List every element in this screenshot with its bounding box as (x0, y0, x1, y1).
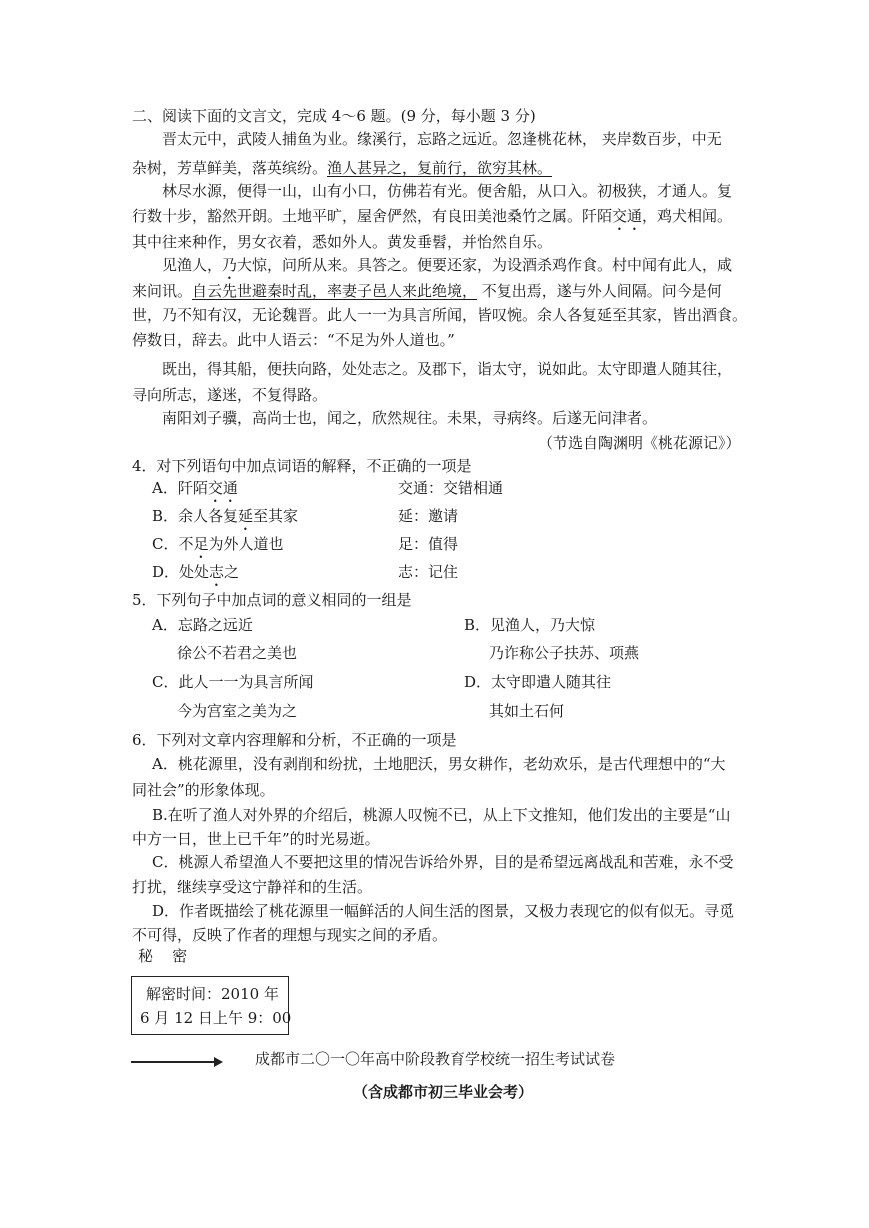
question-4-stem: 4．对下列语句中加点词语的解释，不正确的一项是 (132, 457, 472, 475)
dotted-word: 交通 (207, 479, 238, 497)
passage-line: 停数日，辞去。此中人语云：“不足为外人道也。” (132, 331, 455, 349)
q5-option-c-line1: C．此人一一为具言所闻 (152, 673, 314, 691)
q6-option-d-line1: D．作者既描绘了桃花源里一幅鲜活的人间生活的图景，又极力表现它的似有似无。寻觅 (152, 902, 735, 920)
q4-option-a (152, 478, 238, 506)
passage-line (132, 281, 722, 301)
dotted-word: 延 (238, 507, 254, 525)
passage-line: 晋太元中，武陵人捕鱼为业。缘溪行，忘路之远近。忽逢桃花林， 夹岸数百步，中无 (162, 130, 722, 148)
arrow-head-icon (214, 1057, 223, 1067)
q4-option-d-explain: 志：记住 (398, 563, 459, 581)
dotted-word: 志 (209, 563, 225, 581)
q5-option-d-line2: 其如土石何 (489, 702, 565, 720)
underlined-sentence: 渔人甚异之，复前行，欲穷其林。 (327, 159, 553, 177)
q5-option-a-line2: 徐公不若君之美也 (177, 644, 298, 662)
underlined-sentence: 自云先世避秦时乱，率妻子邑人来此绝境， (192, 282, 478, 300)
passage-text: 不复出焉，遂与外人间隔。问今是何 (477, 282, 722, 300)
option-text: C．不 (152, 535, 194, 553)
q5-option-d-line1: D．太守即遣人随其往 (464, 673, 612, 691)
exam-subtitle: （含成都市初三毕业会考） (353, 1083, 534, 1101)
dotted-word: 足 (193, 535, 209, 553)
q6-option-b-line2: 中方一日，世上已千年”的时光易逝。 (132, 830, 380, 848)
passage-line: 林尽水源，便得一山，山有小口，仿佛若有光。便舍船，从口入。初极狭，才通人。复 (162, 182, 733, 200)
section-heading: 二、阅读下面的文言文，完成 4～6 题。(9 分，每小题 3 分) (132, 107, 536, 125)
q4-option-c (152, 534, 284, 562)
q4-option-d (152, 562, 239, 590)
question-5-stem: 5．下列句子中加点词的意义相同的一组是 (132, 591, 412, 609)
declassify-time-line1: 解密时间：2010 年 (146, 985, 279, 1003)
passage-line: 世，乃不知有汉，无论魏晋。此人一一为具言所闻，皆叹惋。余人各复延至其家，皆出酒食。 (132, 306, 748, 324)
exam-title: 成都市二〇一〇年高中阶段教育学校统一招生考试试卷 (255, 1050, 616, 1068)
question-6-stem: 6．下列对文章内容理解和分析，不正确的一项是 (132, 731, 457, 749)
passage-text: 大惊，问所从来。具答之。便要还家，为设酒杀鸡作食。村中闻有此人，咸 (237, 256, 733, 274)
passage-text: ，鸡犬相闻。 (642, 207, 733, 225)
passage-line: 既出，得其船，便扶向路，处处志之。及郡下，诣太守，说如此。太守即遣人随其往， (162, 360, 733, 378)
q4-option-c-explain: 足：值得 (398, 535, 459, 553)
dotted-word: 交通 (612, 207, 643, 225)
option-text: B．余人各复 (152, 507, 239, 525)
passage-line (132, 206, 732, 234)
q5-option-c-line2: 今为宫室之美为之 (177, 702, 298, 720)
passage-line: 其中往来种作，男女衣着，悉如外人。黄发垂髫，并怡然自乐。 (132, 233, 553, 251)
q6-option-a-line2: 同社会”的形象体现。 (132, 781, 275, 799)
passage-text: 行数十步，豁然开朗。土地平旷，屋舍俨然，有良田美池桑竹之属。阡陌 (132, 207, 613, 225)
q5-option-b-line2: 乃诈称公子扶苏、项燕 (489, 644, 640, 662)
option-text: D．处处 (152, 563, 210, 581)
q5-option-b-line1: B．见渔人，乃大惊 (464, 616, 596, 634)
q6-option-b-line1: B.在听了渔人对外界的介绍后，桃源人叹惋不已，从上下文推知，他们发出的主要是“山 (152, 806, 731, 824)
passage-line: 南阳刘子骥，高尚士也，闻之，欣然规往。未果，寻病终。后遂无问津者。 (162, 409, 658, 427)
passage-line (132, 158, 552, 178)
passage-text: 杂树，芳草鲜美，落英缤纷。 (132, 159, 328, 177)
dotted-word: 乃 (222, 256, 238, 274)
q6-option-c-line1: C．桃源人希望渔人不要把这里的情况告诉给外界，目的是希望远离战乱和苦难，永不受 (152, 853, 734, 871)
passage-source: （节选自陶渊明《桃花源记》） (538, 434, 741, 452)
option-text: A．阡陌 (152, 479, 208, 497)
passage-line: 寻向所志，遂迷，不复得路。 (132, 386, 328, 404)
passage-text: 来问讯。 (132, 282, 193, 300)
q6-option-a-line1: A．桃花源里，没有剥削和纷扰，土地肥沃，男女耕作，老幼欢乐，是古代理想中的“大 (152, 755, 726, 773)
arrow-line (131, 1061, 217, 1063)
q4-option-b (152, 506, 298, 534)
declassify-time-line2: 6 月 12 日上午 9：00 (140, 1009, 292, 1027)
option-text: 之 (224, 563, 240, 581)
secret-label: 秘 密 (138, 947, 188, 965)
q4-option-a-explain: 交通：交错相通 (398, 479, 504, 497)
q4-option-b-explain: 延：邀请 (398, 507, 459, 525)
option-text: 至其家 (253, 507, 299, 525)
option-text: 为外人道也 (208, 535, 284, 553)
passage-line (162, 255, 732, 283)
q6-option-d-line2: 不可得，反映了作者的理想与现实之间的矛盾。 (132, 926, 448, 944)
passage-text: 见渔人， (162, 256, 223, 274)
q5-option-a-line1: A．忘路之远近 (152, 616, 253, 634)
q6-option-c-line2: 打扰，继续享受这宁静祥和的生活。 (132, 878, 373, 896)
